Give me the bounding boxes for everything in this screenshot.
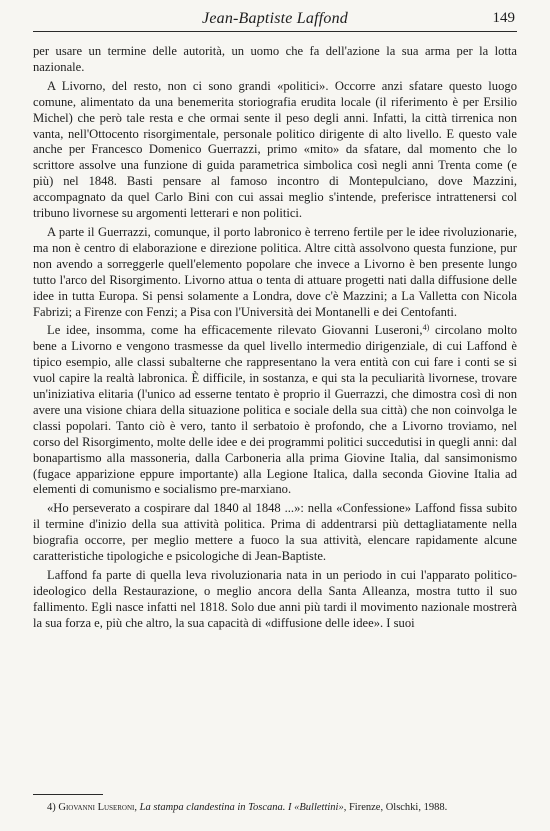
paragraph-3: A parte il Guerrazzi, comunque, il porto labronico è terreno fertile per le idee rivoluzionarie, ma non è centro di elaborazione e direzione politica. Altre città assolvono questa funzione, pur non avendo a sorreggerle quell'elemento popolare che invece a Livorno è ben presente lungo tutto l'arco del Risorgimento. Livorno attua o tenta di attuare progetti nati dalla diffusione delle idee in tutta Europa. Si pensi solamente a Londra, dove c'è Mazzini; a La Valletta con Nicola Fabrizi; a Firenze con Fenzi; a Pisa con l'Università dei Montanelli e dei Centofanti. xyxy=(33,224,517,319)
page-number: 149 xyxy=(492,10,515,26)
footnote-publication: , Firenze, Olschki, 1988. xyxy=(343,802,448,813)
body-text xyxy=(33,44,517,635)
footnote-title: La stampa clandestina in Toscana. I «Bullettini» xyxy=(139,802,344,813)
footnote-marker: 4) xyxy=(47,802,56,813)
paragraph-5: «Ho perseverato a cospirare dal 1840 al 1848 ...»: nella «Confessione» Laffond fissa subito il termine d'inizio della sua attività politica. Prima di addentrarsi più dettagliatamente nella biografia occorre, per meglio mettere a fuoco la sua attività, elencare rapidamente alcune caratteristiche tipologiche e psicologiche di Jean-Baptiste. xyxy=(33,501,517,564)
footnote-rule xyxy=(33,794,103,795)
footnote-reference: 4) xyxy=(422,323,430,333)
running-header xyxy=(33,8,517,32)
running-title: Jean-Baptiste Laffond xyxy=(202,10,348,27)
paragraph-2: A Livorno, del resto, non ci sono grandi «politici». Occorre anzi sfatare questo luogo comune, alimentato da una benemerita storiografia erudita locale (il riferimento è per Ersilio Michel) che però tale resta e che ormai sente il peso degli anni. Infatti, la città tirrenica non vanta, nell'Ottocento risorgimentale, personale politico dirigente di alto livello. E questo vale anche per Francesco Domenico Guerrazzi, primo «mito» da sfatare, dal momento che lo scrittore assolve una funzione di guida parametrica simbolica così negli anni Trenta come (e più) nel 1848. Basti pensare al famoso incontro di Montepulciano, dove Mazzini, accompagnato da quel Carlo Bini con cui assai meglio s'intende, preferisce intrattenersi col tribuno livornese su argomenti letterari e non politici. xyxy=(33,78,517,221)
paragraph-1: per usare un termine delle autorità, un uomo che fa dell'azione la sua arma per la lotta nazionale. xyxy=(33,44,517,74)
header-rule xyxy=(33,31,517,32)
paragraph-6: Laffond fa parte di quella leva rivoluzionaria nata in un periodo in cui l'apparato politico-ideologico della Restaurazione, o meglio ancora della Santa Alleanza, mostra tutto il suo fallimento. Egli nasce infatti nel 1818. Solo due anni più tardi il movimento nazionale mostrerà la sua forza e, più che altro, la sua capacità di «diffusione delle idee». I suoi xyxy=(33,568,517,630)
paragraph-4-rest: circolano molto bene a Livorno e vengono trasmesse da quel livello intermedio dirigenziale, di cui Laffond è tipico esempio, alle classi subalterne che rappresentano la vera entità con cui fare i conti se si vuol capire la realtà labronica. È difficile, in sostanza, e qui sta la peculiarità livornese, trovare un'iniziativa elitaria (l'unico ad esserne tentato è proprio il Guerrazzi, che dimostra così di non avere una visione chiara della situazione politica e sociale della sua città) che non coinvolga le classi popolari. Tanto ciò è vero, tanto il serbatoio è profondo, che a Livorno troviamo, nel corso del Risorgimento, molte delle idee e dei programmi politici succedutisi in quegli anni: dal bonapartismo alla massoneria, dalla Carboneria alla prima Giovine Italia, dal sansimonismo (fugace apparizione eppure importante) alla Legione Italica, dalla seconda Giovine Italia ad elementi di comunismo e socialismo pre-marxiano. xyxy=(33,323,517,497)
footnote-author: Giovanni Luseroni, xyxy=(58,802,137,813)
paragraph-4-lead: Le idee, insomma, come ha efficacemente rilevato Giovanni Luseroni, xyxy=(47,323,423,338)
footnote xyxy=(33,801,517,815)
paragraph-4 xyxy=(33,323,517,498)
